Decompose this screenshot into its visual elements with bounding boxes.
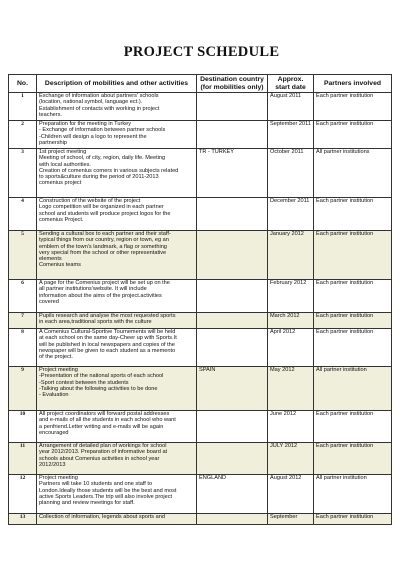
row-number: 9 [9,367,37,411]
description-line: elements [39,256,62,262]
header-country: Destination country (for mobilities only) [197,75,268,93]
description-line: very special from the school or other representative [39,249,167,256]
description-line: and e-mails of all the students in each school who want [39,417,176,424]
row-number: 8 [9,329,37,367]
description-line: Pupils research and analyse the most requested sports [39,313,176,319]
destination-country [197,198,268,231]
activity-description [37,93,197,121]
header-no: No. [9,75,37,93]
destination-country: TR - TURKEY [197,149,268,198]
description-line: to sports&culture during the period of 2011-2013 [39,174,159,180]
description-line: Collection of information, legends about sports and [39,514,165,520]
schedule-table [8,74,392,525]
activity-description [37,198,197,231]
row-number: 5 [9,231,37,280]
destination-country: SPAIN [197,367,268,411]
description-line: covered [39,298,59,305]
destination-country [197,443,268,475]
destination-country [197,280,268,313]
row-number: 3 [9,149,37,198]
table-row [9,367,392,411]
table-row [9,198,392,231]
table-row [9,329,392,367]
description-line: Preparation for the meeting in Turkey [39,121,132,127]
start-date: October 2011 [268,149,314,198]
start-date: May 2012 [268,367,314,411]
table-header-row [9,75,392,93]
description-line: teachers. [39,111,63,118]
description-line: London.Ideally those students will be the best and most [39,487,177,494]
start-date: March 2012 [268,313,314,329]
description-line: Meeting of school, of city, region, daily life. Meeting [39,155,166,162]
description-line: - Evaluation [39,392,69,398]
start-date: August 2012 [268,475,314,514]
activity-description [37,121,197,149]
start-date: February 2012 [268,280,314,313]
destination-country [197,514,268,525]
description-line: in each area,traditional sports with the culture [39,319,152,326]
row-number: 11 [9,443,37,475]
description-line: encouraged [39,429,69,436]
destination-country: ENGLAND [197,475,268,514]
description-line: A page for the Comenius project will be set up on the [39,280,170,286]
description-line: year 2012/2013. Preparation of informative board at [39,449,168,456]
activity-description [37,367,197,411]
partners-involved: All partner institution [314,367,392,411]
row-number: 6 [9,280,37,313]
description-line: All project coordinators will forward postal addresses [39,411,170,417]
partners-involved: Each partner institution [314,329,392,367]
table-row [9,121,392,149]
header-date: Approx. start date [268,75,314,93]
description-line: Creation of comenius corners in various subjects related [39,167,179,174]
table-row [9,411,392,443]
description-line: partnership [39,139,67,146]
description-line: Establishment of contacts with working in project [39,105,160,112]
description-line: of the project. [39,354,73,360]
description-line: -Talking about the following activities to be done [39,385,158,392]
partners-involved: Each partner institution [314,313,392,329]
description-line: Construction of the website of the project [39,198,141,204]
activity-description [37,280,197,313]
table-row [9,313,392,329]
row-number: 10 [9,411,37,443]
partners-involved: All partner institutions [314,149,392,198]
table-row [9,231,392,280]
partners-involved: Each partner institution [314,121,392,149]
partners-involved: Each partner institution [314,280,392,313]
description-line: (location, national symbol, language ect.). [39,99,143,106]
activity-description [37,475,197,514]
table-body [9,93,392,525]
description-line: a penfriend.Letter writing and e-mails will be again [39,423,164,430]
description-line: with local authorities. [39,161,91,168]
activity-description [37,231,197,280]
row-number: 7 [9,313,37,329]
description-line: - Exchange of information between partner schools [39,127,166,134]
description-line: comenius project [39,180,82,187]
description-line: school and students will produce project logos for the [39,210,171,217]
row-number: 4 [9,198,37,231]
description-line: 1st project meeting [39,149,87,155]
partners-involved: Each partner institution [314,514,392,525]
description-line: Comenius teams [39,262,81,269]
description-line: Arrangement of detailed plan of workings for school [39,443,167,449]
start-date: September [268,514,314,525]
partners-involved: Each partner institution [314,411,392,443]
description-line: Project meeting [39,367,78,373]
description-line: emblem of the town's landmark, a flag or something [39,243,167,250]
description-line: information about the aims of the project.activities [39,292,162,299]
description-line: Logo competition will be organized in each partner [39,204,164,211]
partners-involved: Each partner institution [314,443,392,475]
description-line: schools about Comenius activities in school year [39,455,160,462]
description-line: all partner institutions'website. It will include [39,286,147,293]
description-line: planning and review meetings for staff. [39,500,135,506]
row-number: 13 [9,514,37,525]
description-line: -Sport contest between the students [39,379,129,386]
destination-country [197,411,268,443]
table-row [9,443,392,475]
start-date: December 2011 [268,198,314,231]
description-line: newspaper will be given to each student as a memento [39,347,176,354]
header-partners: Partners involved [314,75,392,93]
partners-involved: Each partner institution [314,231,392,280]
table-row [9,93,392,121]
destination-country [197,313,268,329]
table-row [9,280,392,313]
start-date: January 2012 [268,231,314,280]
page-title: PROJECT SCHEDULE [123,44,280,60]
description-line: Sending a cultural box to each partner and their staff- [39,231,171,237]
table-row [9,514,392,525]
partners-involved: Each partner institution [314,93,392,121]
activity-description [37,514,197,525]
description-line: active Sports Leaders.The trip will also involve project [39,493,173,500]
destination-country [197,231,268,280]
description-line: comenius Project. [39,216,84,223]
activity-description [37,329,197,367]
description-line: -Presentation of the national sports of each school [39,373,164,380]
start-date: June 2012 [268,411,314,443]
activity-description [37,149,197,198]
table-row [9,475,392,514]
description-line: Exchange of information about partners' schools [39,93,159,99]
row-number: 12 [9,475,37,514]
description-line: at each school on the same day-Cheer up with Sports.It [39,335,177,342]
start-date: JULY 2012 [268,443,314,475]
description-line: will be published in local newspapers and copies of the [39,341,175,348]
partners-involved: All partner institution [314,475,392,514]
destination-country [197,329,268,367]
description-line: 2012/2013 [39,461,66,468]
activity-description [37,411,197,443]
activity-description [37,443,197,475]
start-date: August 2011 [268,93,314,121]
header-description: Description of mobilities and other activities [37,75,197,93]
description-line: A Comenius Cultural-Sportive Tournements will be held [39,329,176,335]
row-number: 1 [9,93,37,121]
description-line: Partners will take 10 students and one staff to [39,481,153,488]
destination-country [197,93,268,121]
table-row [9,149,392,198]
description-line: -Children will design a logo to represent the [39,133,147,140]
start-date: September 2011 [268,121,314,149]
description-line: typical things from our country, region or town, eg an [39,237,169,244]
activity-description [37,313,197,329]
partners-involved: Each partner institution [314,198,392,231]
description-line: Project meeting [39,475,78,481]
start-date: April 2012 [268,329,314,367]
destination-country [197,121,268,149]
row-number: 2 [9,121,37,149]
